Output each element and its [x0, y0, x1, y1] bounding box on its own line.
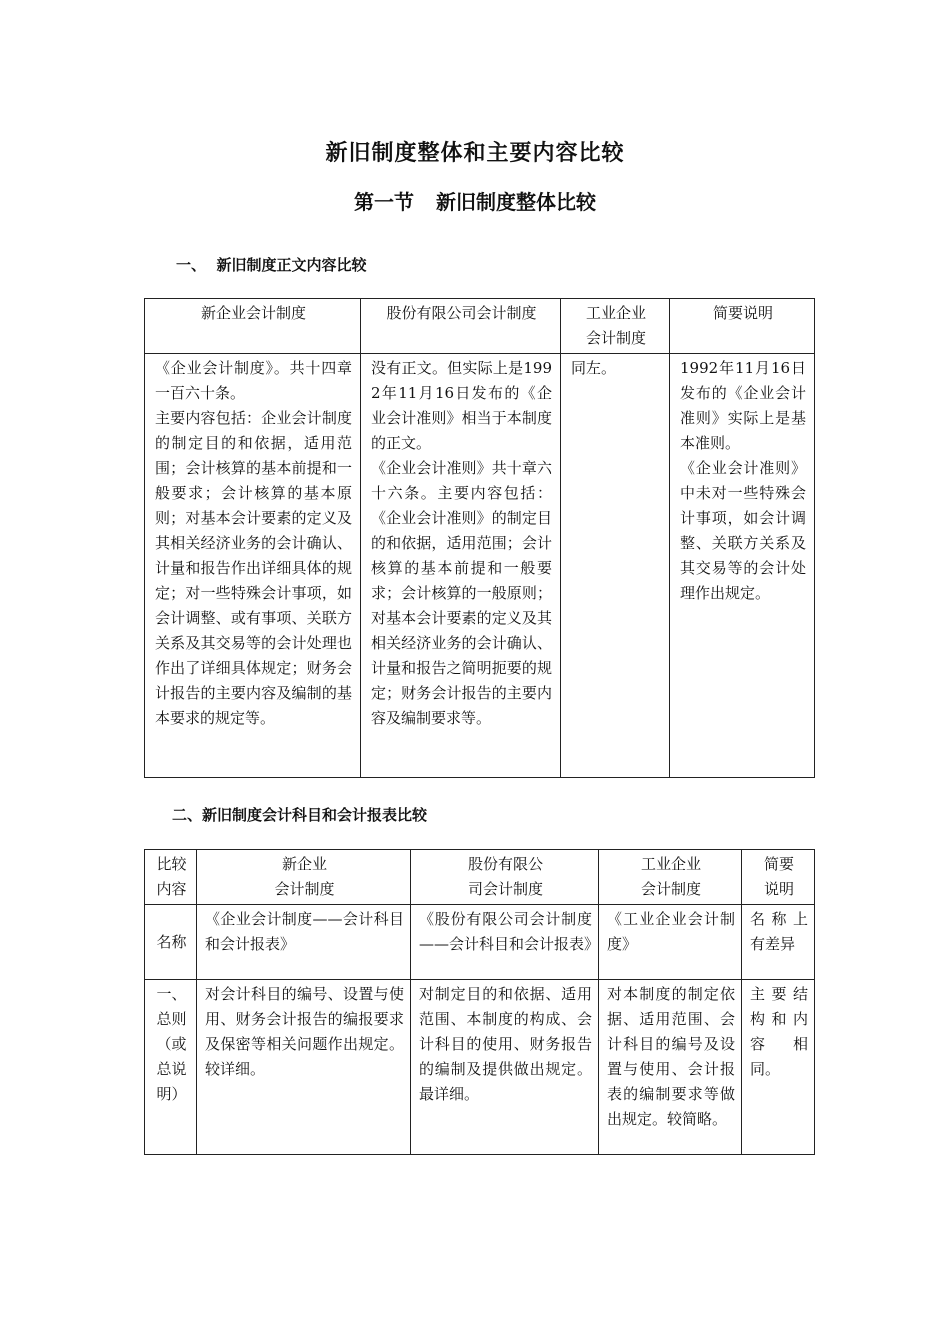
- text-comparison-table: [144, 298, 815, 778]
- header-cell: 股份有限公司会计制度: [361, 299, 561, 354]
- header-cell: 股份有限公 司会计制度: [411, 850, 599, 905]
- section-name: 新旧制度整体比较: [436, 190, 596, 214]
- table-cell: 同左。: [561, 354, 670, 778]
- header-cell: 工业企业 会计制度: [599, 850, 742, 905]
- table-cell: 名称: [145, 905, 197, 980]
- header-cell: 新企业会计制度: [145, 299, 361, 354]
- table-cell: 《企业会计制度——会计科目和会计报表》: [197, 905, 411, 980]
- table-header-row: [145, 299, 815, 354]
- header-cell: 比较 内容: [145, 850, 197, 905]
- table-cell: 没有正文。但实际上是1992年11月16日发布的《企业会计准则》相当于本制度的正文。 《企业会计准则》共十章六十六条。主要内容包括：《企业会计准则》的制定目的和依据，适用范围；会计核算的基本前提和一般要求；会计核算的一般原则；对基本会计要素的定义及其相关经济业务的会计确认、计量和报告之简明扼要的规定；财务会计报告的主要内容及编制要求等。: [361, 354, 561, 778]
- table-row: [145, 354, 815, 778]
- section2-heading: 二、新旧制度会计科目和会计报表比较: [172, 806, 428, 824]
- table-cell: 对本制度的制定依据、适用范围、会计科目的编号及设置与使用、会计报表的编制要求等做出规定。较简略。: [599, 980, 742, 1155]
- section-title: [0, 186, 950, 215]
- table-cell: 对制定目的和依据、适用范围、本制度的构成、会计科目的使用、财务报告的编制及提供做出规定。最详细。: [411, 980, 599, 1155]
- table-cell: 名称上有差异: [742, 905, 815, 980]
- table-cell: 对会计科目的编号、设置与使用、财务会计报告的编报要求及保密等相关问题作出规定。较详细。: [197, 980, 411, 1155]
- table-cell: 一、总则（或总说明）: [145, 980, 197, 1155]
- table-cell: 《股份有限公司会计制度——会计科目和会计报表》: [411, 905, 599, 980]
- section1-heading: 一、 新旧制度正文内容比较: [176, 256, 367, 274]
- table-cell: 主要结构和内容相同。: [742, 980, 815, 1155]
- header-cell: 简要 说明: [742, 850, 815, 905]
- table-cell: 《工业企业会计制度》: [599, 905, 742, 980]
- page-title: 新旧制度整体和主要内容比较: [325, 140, 625, 166]
- table-row: [145, 905, 815, 980]
- header-cell: 工业企业 会计制度: [561, 299, 670, 354]
- section-number: 第一节: [354, 190, 414, 214]
- table-row: [145, 980, 815, 1155]
- header-cell: 新企业 会计制度: [197, 850, 411, 905]
- accounts-reports-table: [144, 849, 815, 1155]
- table-cell: 《企业会计制度》。共十四章一百六十条。 主要内容包括：企业会计制度的制定目的和依据，适用范围；会计核算的基本前提和一般要求；会计核算的基本原则；对基本会计要素的定义及其相关经济业务的会计确认、计量和报告作出详细具体的规定；对一些特殊会计事项，如会计调整、或有事项、关联方关系及其交易等的会计处理也作出了详细具体规定；财务会计报告的主要内容及编制的基本要求的规定等。: [145, 354, 361, 778]
- table-cell: 1992年11月16日发布的《企业会计准则》实际上是基本准则。 《企业会计准则》中未对一些特殊会计事项，如会计调整、关联方关系及其交易等的会计处理作出规定。: [670, 354, 815, 778]
- header-cell: 简要说明: [670, 299, 815, 354]
- table-header-row: [145, 850, 815, 905]
